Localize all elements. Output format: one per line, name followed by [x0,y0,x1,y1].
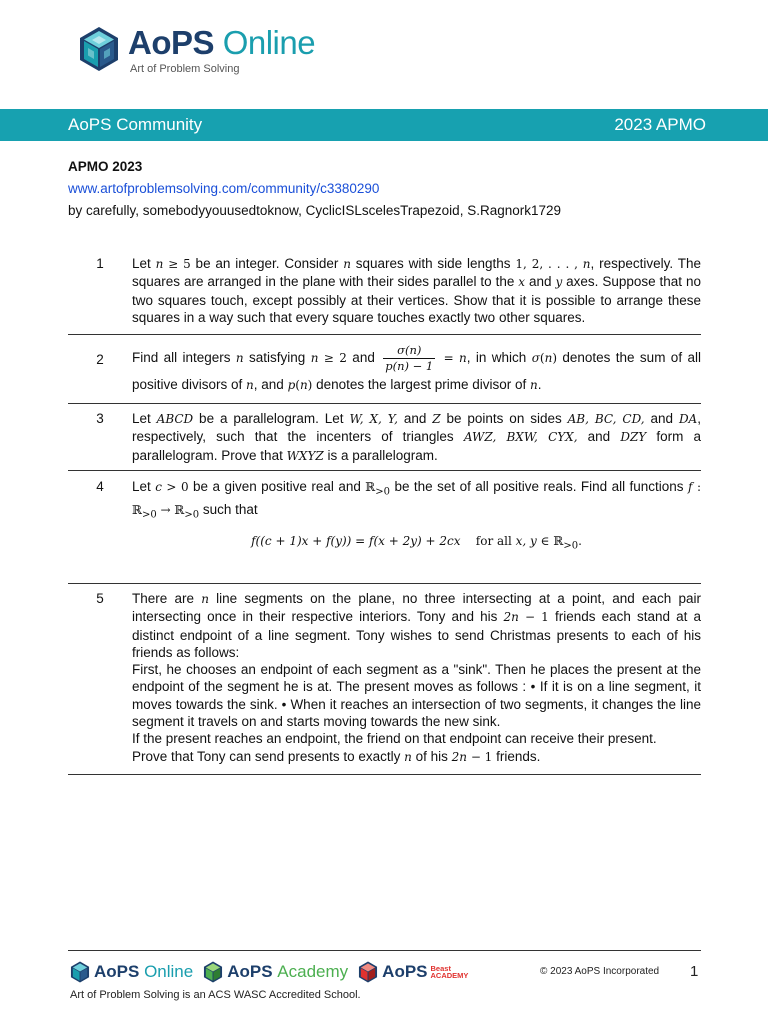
accreditation-text: Art of Problem Solving is an ACS WASC Accredited School. [70,989,361,1001]
footer-brand-logos [70,959,478,985]
copyright-text: © 2023 AoPS Incorporated [540,966,660,977]
problem-number: 2 [96,352,104,367]
beast-cube-icon [358,961,378,983]
problem-5 [68,584,701,775]
contest-title: APMO 2023 [68,159,143,174]
logo-title: AoPS Online [128,24,316,61]
problem-text: Let c > 0 be a given positive real and ℝ$_{>0}$ be the set of all positive reals. Find all functions f : ℝ$_{>0}$ → ℝ$_{>0}$ such that f((c + 1)x + f(y)) = f(x + 2y) + 2cx for all x, y ∈ ℝ$_{>0}$. [132,478,701,583]
problem-1 [68,248,701,335]
problem-number: 1 [96,256,104,271]
problem-number: 4 [96,479,104,494]
problem-text: There are n line segments on the plane, no three intersecting at a point, and each pair intersecting once in their respective interiors. Tony and his 2n − 1 friends each stand at a distinct endpoint of a line segment. Tony wishes to send Christmas presents to each of his friends as follows: First, he chooses an endpoint of each segment as a "sink". Then he places the present at the endpoint of the segment he is at. The present moves as follows : • If it is on a line segment, it moves towards the sink. • When it reaches an intersection of two segments, it changes the line segment it travels on and starts moving towards the new sink. If the present reaches an endpoint, the friend on that endpoint can receive their present. Prove that Tony can send presents to exactly n of his 2n − 1 friends. [132,591,702,764]
functional-equation: f((c + 1)x + f(y)) = f(x + 2y) + 2cx for all x, y ∈ ℝ$_{>0}$. [251,534,582,552]
community-banner [0,109,768,141]
problem-3 [68,404,701,471]
problem-4 [68,471,701,584]
problem-number: 5 [96,591,104,606]
problem-text: Let ABCD be a parallelogram. Let W, X, Y, and Z be points on sides AB, BC, CD, and DA, respectively, such that the incenters of triangles AWZ, BXW, CYX, and DZY form a parallelogram. Prove that WXYZ is a parallelogram. [132,411,701,463]
problem-2 [68,335,701,404]
contest-header [68,156,708,222]
aops-online-footer-logo[interactable]: AoPS Online [70,961,193,983]
problem-number: 3 [96,411,104,426]
fraction: $\frac{\sigma(n)}{p(n) - 1}$ [385,343,434,373]
logo-subtitle: Art of Problem Solving [130,63,240,75]
aops-cube-icon [70,961,90,983]
aops-beast-academy-footer-logo[interactable]: AoPS Beast ACADEMY [358,961,468,983]
footer-divider [68,950,701,951]
aops-academy-footer-logo[interactable]: AoPS Academy [203,961,348,983]
banner-left-label[interactable]: AoPS Community [68,115,203,134]
banner-right-label: 2023 APMO [614,115,706,134]
academy-cube-icon [203,961,223,983]
problem-list [68,248,701,775]
aops-online-logo[interactable] [78,24,315,82]
beast-academy-wordmark: Beast ACADEMY [430,964,469,980]
contest-authors: by carefully, somebodyyouusedtoknow, CyclicISLscelesTrapezoid, S.Ragnork1729 [68,203,562,218]
contest-link[interactable]: www.artofproblemsolving.com/community/c3380290 [68,181,380,196]
problem-text: Let n ≥ 5 be an integer. Consider n squares with side lengths 1, 2, . . . , n, respectively. The squares are arranged in the plane with their sides parallel to the x and y axes. Suppose that no two squares touch, except possibly at their vertices. Show that it is possible to arrange these squares in a way such that every square touches exactly two other squares. [132,256,701,325]
page-number: 1 [690,963,699,980]
problem-text: Find all integers n satisfying n ≥ 2 and $\frac{\sigma(n)}{p(n) - 1}$ = n, in which σ(n) denotes the sum of all positive divisors of n, and p(n) denotes the largest prime divisor of n. [132,343,701,392]
aops-cube-icon [78,26,120,72]
